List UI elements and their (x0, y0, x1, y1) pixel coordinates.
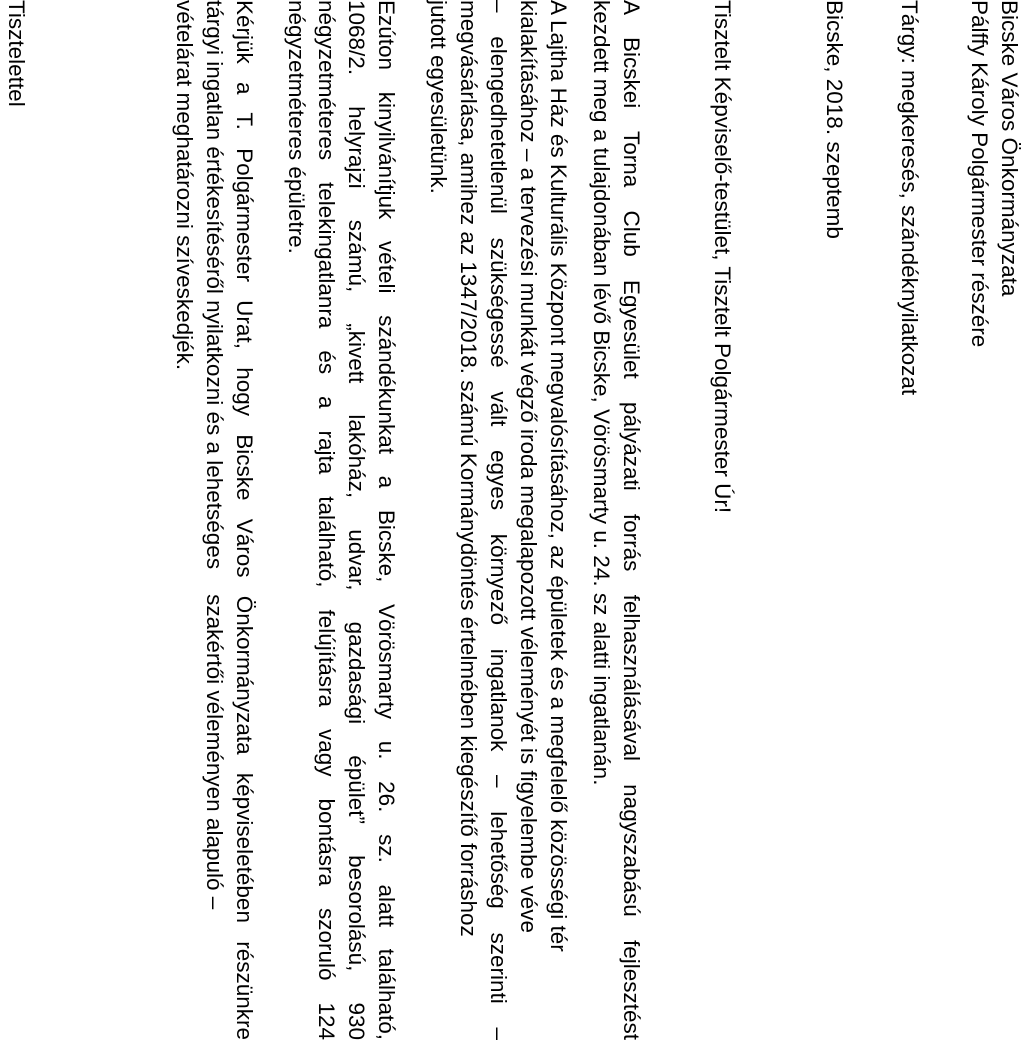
paragraph-4-line-2: tárgyi ingatlan értékesítéséről nyilatkozni és a lehetséges szakértői véleményen alapuló – (202, 0, 227, 910)
recipient-line-2: Pálffy Károly Polgármester részére (967, 0, 992, 348)
paragraph-3-line-1: Ezúton kinyilvánítjuk vételi szándékunkat a Bicske, Vörösmarty u. 26. sz. alatt található, (374, 0, 399, 1040)
paragraph-4-line-3: vételárat meghatározni szíveskedjék. (172, 0, 197, 371)
paragraph-1-line-1: A Bicskei Torna Club Egyesület pályázati forrás felhasználásával nagyszabású fejlesztést (619, 0, 644, 1040)
paragraph-2-line-4: megvásárlása, amihez az 1347/2018. számú Kormánydöntés értelmében kiegészítő forráshoz (456, 0, 481, 937)
paragraph-3-line-4: négyzetméteres épületre. (284, 0, 309, 254)
subject-line: Tárgy: megkeresés, szándéknyilatkozat (897, 0, 922, 396)
paragraph-3-line-3: négyzetméteres telekingatlanra és a rajta található, felújításra vagy bontásra szoruló 124 (314, 0, 339, 1040)
paragraph-1-line-2: kezdett meg a tulajdonában lévő Bicske, Vörösmarty u. 24. sz alatti ingatlanán. (589, 0, 614, 786)
paragraph-2-line-3: – elengedhetetlenül szükségessé vált egyes környező ingatlanok – lehetőség szerinti – (486, 0, 511, 1040)
date-line: Bicske, 2018. szeptemb (822, 0, 847, 239)
paragraph-2-line-5: jutott egyesületünk. (426, 0, 451, 194)
salutation: Tisztelt Képviselő-testület, Tisztelt Polgármester Úr! (710, 0, 735, 514)
paragraph-3-line-2: 1068/2. helyrajzi számú, „kivett lakóház, udvar, gazdasági épület” besorolású, 930 (344, 0, 369, 1040)
paragraph-2-line-1: A Lajtha Ház és Kulturális Központ megvalósításához, az épületek és a megfelelő közösségi tér (546, 0, 571, 952)
recipient-line-1: Bicske Város Önkormányzata (997, 0, 1022, 297)
paragraph-4-line-1: Kérjük a T. Polgármester Urat, hogy Bicske Város Önkormányzata képviseletében részünkre (232, 0, 257, 1040)
closing: Tisztelettel (4, 0, 29, 107)
paragraph-2-line-2: kialakításához – a tervezési munkát végző iroda megalapozott véleményét is figyelembe véve (516, 0, 541, 933)
